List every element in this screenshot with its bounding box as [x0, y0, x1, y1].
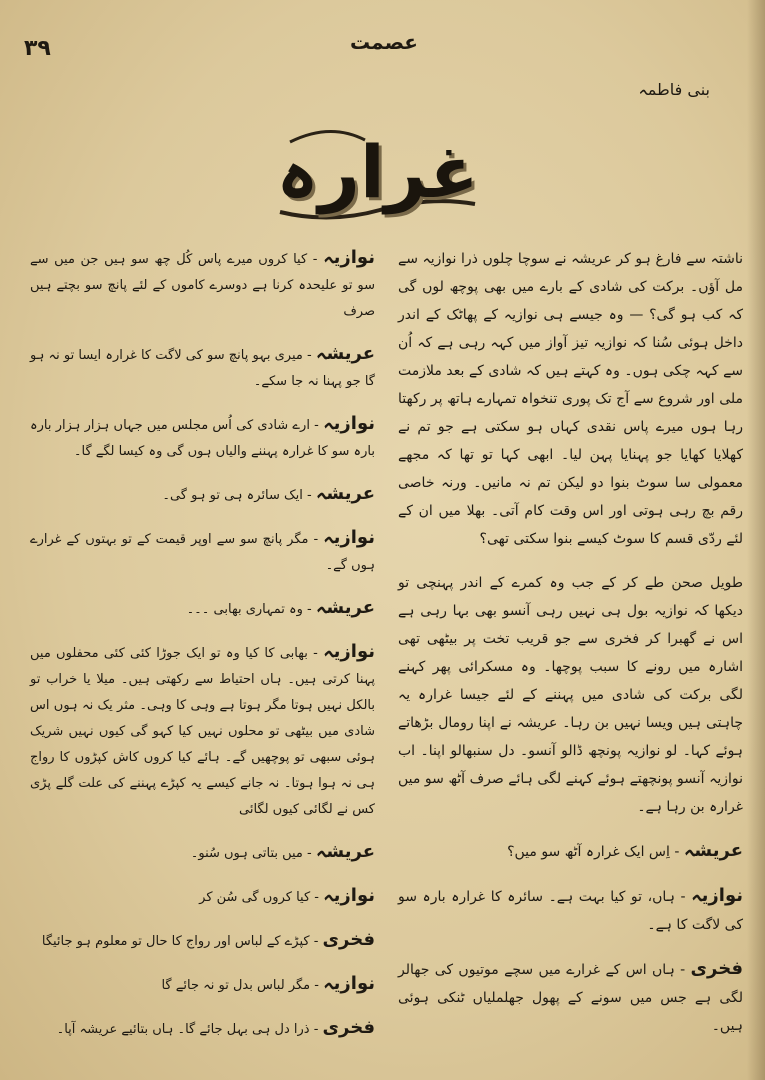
paragraph-text: طویل صحن طے کر کے جب وہ کمرے کے اندر پہنچی تو دیکھا کہ نوازیہ بول ہی نہیں رہی آنسو بھی بہا رہی ہے اس نے گھبرا کر فخری سے جو قریب تخت پر بیٹھی تھی اشارہ میں رونے کا سبب پوچھا۔ وہ مسکرائی پھر کہنے لگی برکت کی شادی میں پہننے کے لئے جیسا غرارہ یہ چاہتی ہیں ویسا نہیں بن رہا۔ عریشہ نے اپنا رومال بڑھاتے ہوئے کہا۔ لو نوازیہ پونچھ ڈالو آنسو۔ دل سنبھالو اپنا۔ اب نوازیہ آنسو پونچھتے ہوئے کہنے لگی ہائے صرف آٹھ سو میں غرارہ بن رہا ہے۔	[398, 575, 743, 815]
speaker-name: عریشہ	[315, 597, 375, 618]
dialogue-text: - ہاں، تو کیا بہت ہے۔ سائرہ کا غرارہ بارہ سو کی لاگت کا ہے۔	[398, 889, 743, 933]
dialogue-text: - میں بتاتی ہوں سُنو۔	[190, 846, 312, 861]
dialogue-line	[30, 883, 375, 911]
dialogue-text: - ایک سائرہ ہی تو ہو گی۔	[162, 488, 312, 503]
speaker-name: نوازیہ	[323, 527, 375, 548]
dialogue-line	[30, 341, 375, 395]
dialogue-text: - وہ تمہاری بھابی ۔۔۔	[186, 602, 312, 617]
dialogue-text: - کیا کروں میرے پاس کُل چھ سو ہیں جن میں سے سو تو علیحدہ کرنا ہے دوسرے کاموں کے لئے پانچ سو بچتے ہیں صرف	[30, 252, 375, 319]
narration-paragraph	[398, 569, 743, 821]
dialogue-text: - کپڑے کے لباس اور رواج کا حال تو معلوم ہو جائیگا	[41, 934, 319, 949]
dialogue-line	[30, 1015, 375, 1043]
speaker-name: عریشہ	[683, 840, 743, 861]
dialogue-line	[30, 411, 375, 465]
speaker-name: نوازیہ	[323, 885, 375, 906]
page-number: ٣٩	[24, 36, 51, 61]
speaker-name: فخری	[322, 929, 375, 950]
magazine-name: عصمت	[350, 30, 418, 54]
speaker-name: نوازیہ	[323, 413, 375, 434]
dialogue-text: - میری بہو پانچ سو کی لاگت کا غرارہ ایسا تو نہ ہو گا جو پہنا نہ جا سکے۔	[30, 348, 375, 389]
dialogue-text: - ارے شادی کی اُس مجلس میں جہاں ہزار ہزار بارہ بارہ سو کا غرارہ پہننے والیاں ہوں گی وہ کیسا لگے گا۔	[30, 418, 375, 459]
narration-paragraph	[398, 245, 743, 553]
author-name: بنی فاطمہ	[638, 80, 710, 99]
dialogue-line	[30, 595, 375, 623]
dialogue-line	[30, 481, 375, 509]
dialogue-line	[398, 882, 743, 939]
speaker-name: عریشہ	[315, 841, 375, 862]
story-title-block	[270, 112, 485, 232]
dialogue-line	[30, 639, 375, 823]
paragraph-text: ناشتہ سے فارغ ہو کر عریشہ نے سوچا چلوں ذرا نوازیہ سے مل آؤں۔ برکت کی شادی کے بارے میں بھی پوچھ لوں گی کہ کب ہو گی؟ — وہ جیسے ہی نوازیہ کے پھاٹک کے اندر داخل ہوئی سُنا کہ نوازیہ تیز آواز میں کہہ رہی ہے کہ اُن سے کہہ چکی ہوں۔ وہ کہتے ہیں کہ شادی کے بعد ملازمت ملی اور شروع سے آج تک پوری تنخواہ تمہارے ہاتھ پر رکھتا رہا ہوں میرے پاس نقدی کہاں ہو سکتی ہے جو تم نے کھلایا کھایا جو پہنایا پہن لیا۔ ابھی کہا تو تھا کہ مجھے معمولی سا سوٹ بنوا دو لیکن تم نہ مانیں۔ ورنہ خاصی رقم بچ رہی ہوتی اور اس وقت کام آتی۔ بھلا میں ان کے لئے ردّی قسم کا سوٹ کیسے بنوا سکتی تھی؟	[398, 251, 743, 547]
dialogue-text: - اِس ایک غرارہ آٹھ سو میں؟	[507, 844, 680, 860]
speaker-name: نوازیہ	[323, 641, 375, 662]
dialogue-line	[30, 927, 375, 955]
dialogue-text: - بھابی کا کیا وہ تو ایک جوڑا کئی کئی محفلوں میں پہنا کرتی ہیں۔ ہاں احتیاط سے رکھتی ہیں۔ میلا یا خراب تو بالکل نہیں ہوتا مگر ہوتا ہے وہی کا وہی۔ مثر یک نہ ہوں اس شادی میں بیٹھی تو محلوں نہیں کیا کہو گی کیوں نہیں شریک ہوئی سبھی تو پوچھیں گے۔ ہائے کیا کروں کاش کپڑوں کا رواج ہی نہ ہوا ہوتا۔ نہ جانے کیسے یہ کپڑے پہننے کی علت گلے پڑی کس نے لگائی کیوں لگائی	[30, 646, 375, 817]
speaker-name: عریشہ	[315, 483, 375, 504]
speaker-name: نوازیہ	[691, 885, 743, 906]
dialogue-line	[30, 245, 375, 325]
story-title: غرارہ	[276, 130, 479, 214]
speaker-name: عریشہ	[315, 343, 376, 364]
dialogue-line	[398, 955, 743, 1040]
dialogue-text: - ہاں اس کے غرارے میں سچے موتیوں کی جھالر لگی ہے جس میں سونے کے پھول جھلملیاں ٹنکی ہوئی ہیں۔	[398, 962, 743, 1034]
dialogue-text: - مگر پانچ سو سے اوپر قیمت کے تو بہتوں کے غرارے ہوں گے۔	[30, 532, 375, 573]
right-column	[398, 245, 743, 1056]
dialogue-line	[30, 839, 375, 867]
dialogue-line	[30, 971, 375, 999]
speaker-name: فخری	[322, 1017, 375, 1038]
dialogue-text: - کیا کروں گی سُن کر	[199, 890, 319, 905]
speaker-name: نوازیہ	[323, 247, 375, 268]
page-edge-shadow	[747, 0, 765, 1080]
dialogue-line	[30, 525, 375, 579]
dialogue-text: - مگر لباس بدل تو نہ جائے گا	[161, 978, 319, 993]
left-column	[30, 245, 375, 1059]
dialogue-text: - ذرا دل ہی بہل جائے گا۔ ہاں بتائیے عریشہ آپا۔	[56, 1022, 319, 1037]
speaker-name: فخری	[690, 958, 743, 979]
speaker-name: نوازیہ	[323, 973, 375, 994]
dialogue-line	[398, 837, 743, 866]
